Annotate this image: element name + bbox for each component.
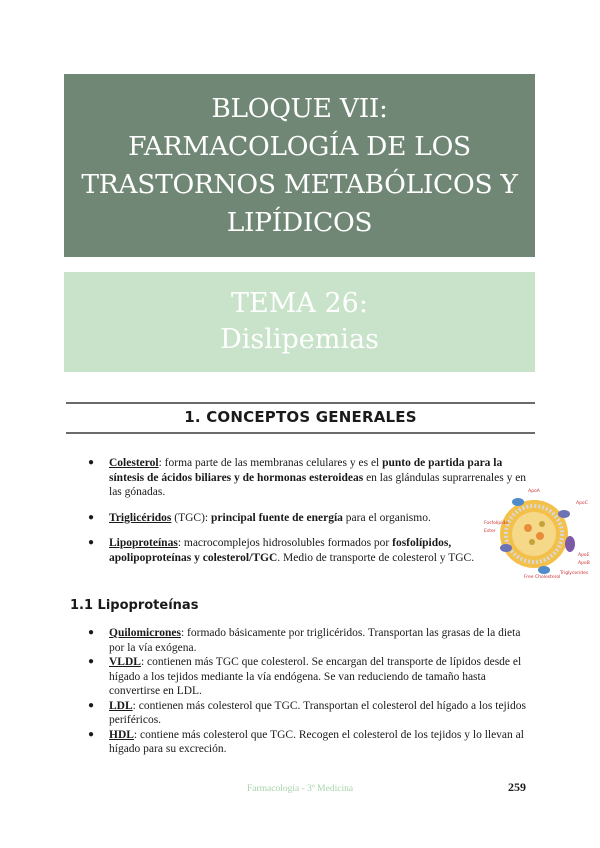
text: : contienen más TGC que colesterol. Se encargan del transporte de lípidos desde el hígado a los tejidos mediante la vía endógena. Se van reduciendo de tamaño hasta convertirse en LDL. [109,656,522,697]
list-item [88,728,528,757]
bullet-icon: ● [88,699,95,711]
apoprotein [512,498,524,506]
text: . Medio de transporte de colesterol y TGC. [277,551,475,564]
term: Quilomicrones [109,627,181,639]
term: Lipoproteínas [109,537,178,549]
apoprotein [565,536,575,552]
figure-label: ApoB [578,561,590,566]
block-title-line: LIPÍDICOS [226,206,373,238]
text: en las glándulas suprarrenales y en las gónadas. [109,471,527,498]
lipoproteins-list [88,626,528,757]
text: para el organismo. [342,511,431,524]
bullet-icon: ● [88,511,95,523]
list-item [88,536,528,565]
ester-dot [539,521,545,527]
bold-text: principal fuente de energía [211,511,343,524]
ester-dot [529,539,535,545]
tema-number: TEMA 26: [231,288,368,319]
bold-text: punto de partida para la síntesis de ácidos biliares y de hormonas esteroideas [109,457,503,484]
section-title: 1. CONCEPTOS GENERALES [184,408,417,426]
lipoprotein-diagram [484,484,594,579]
text: : contienen más colesterol que TGC. Transportan el colesterol del hígado a los tejidos periféricos. [109,699,526,726]
bullet-icon: ● [88,457,95,468]
section-top-rule [66,402,535,404]
figure-label: Ester [484,529,496,534]
general-concepts-list [88,456,528,565]
page-number: 259 [508,780,526,794]
term: Triglicéridos [109,511,172,524]
term: LDL [109,699,133,712]
term: VLDL [109,656,141,668]
figure-label: ApoC [576,501,588,506]
subsection-title: 1.1 Lipoproteínas [70,598,199,613]
term: HDL [109,728,134,741]
apoprotein [538,566,550,574]
figure-label: Fosfolípido [484,521,509,526]
list-item [88,626,528,655]
block-title-line: FARMACOLOGÍA DE LOS [128,130,471,162]
figure-label: Triglycerides [560,571,589,576]
tema-title: Dislipemias [220,324,379,355]
text: (TGC): [171,511,211,524]
block-title-banner [64,74,535,257]
footer-text: Farmacología - 3º Medicina [246,784,354,794]
list-item [88,456,528,500]
list-item [88,699,528,728]
figure-label: ApoA [528,489,540,494]
tema-title-banner [64,272,535,372]
text: : forma parte de las membranas celulares y es el [158,457,383,469]
apoprotein [500,544,512,552]
block-title-line: BLOQUE VII: [211,92,388,124]
block-title-line: TRASTORNOS METABÓLICOS Y [81,168,518,200]
figure-label: ApoE [578,553,590,558]
apoprotein [558,510,570,518]
list-item [88,511,528,526]
lipid-core [512,512,556,556]
section-bottom-rule [66,432,535,434]
triglyceride-dot [536,532,544,540]
triglyceride-dot [524,524,532,532]
text: : formado básicamente por triglicéridos. Transportan las grasas de la dieta por la vía exógena. [109,627,521,654]
term: Colesterol [109,457,159,469]
bold-text: fosfolípidos, apolipoproteínas y colesterol/TGC [109,537,452,564]
bullet-icon: ● [88,627,95,638]
figure-label: Free Cholesterol [524,575,561,579]
bullet-icon: ● [88,537,95,548]
text: : macrocomplejos hidrosolubles formados por [177,537,393,549]
text: : contiene más colesterol que TGC. Recogen el colesterol de los tejidos y lo llevan al hígado para su excreción. [109,728,524,755]
bullet-icon: ● [88,656,95,667]
list-item [88,655,528,699]
bullet-icon: ● [88,728,95,740]
